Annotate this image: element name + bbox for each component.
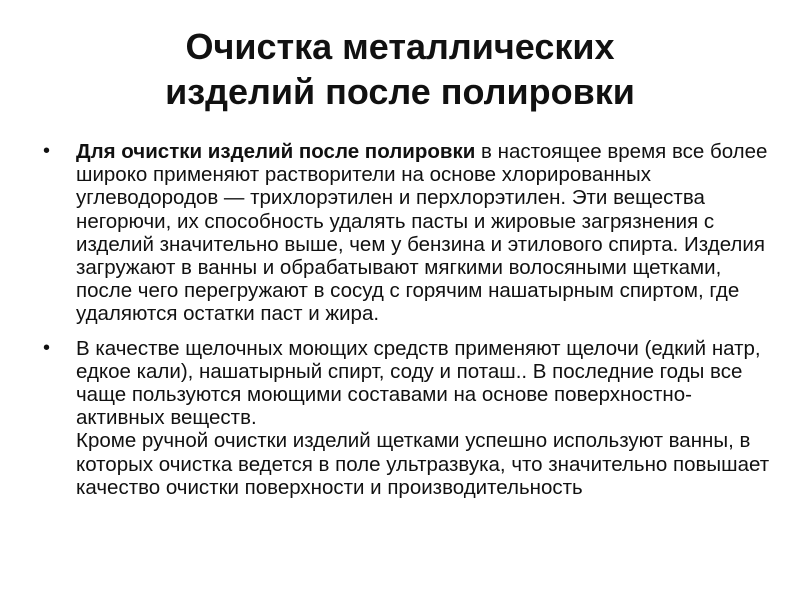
bullet-item-alkaline-agents [40, 337, 770, 499]
bullet-body-text: В качестве щелочных моющих средств применяют щелочи (едкий натр, едкое кали), нашатырный спирт, соду и поташ.. В последние годы все чаще пользуются моющими составами на основе поверхностно-активных веществ. [76, 336, 761, 430]
bullet-body-text: в настоящее время все более широко применяют растворители на основе хлорированных углеводородов — трихлорэтилен и перхлорэтилен. Эти вещества негорючи, их способность удалять пасты и жировые загрязнения с изделий значительно выше, чем у бензина и этилового спирта. Изделия загружают в ванны и обрабатывают мягкими волосяными щетками, после чего перегружают в сосуд с горячим нашатырным спиртом, где удаляются остатки паст и жира. [76, 140, 768, 326]
bullet-item-cleaning-solvents [40, 140, 770, 326]
bullet-lead-text: Для очистки изделий после полировки [76, 140, 476, 163]
slide-title [0, 24, 800, 114]
title-line-2: изделий после полировки [165, 71, 635, 112]
title-line-1: Очистка металлических [185, 26, 615, 67]
bullet-continuation-text: Кроме ручной очистки изделий щетками успешно используют ванны, в которых очистка ведется в поле ультразвука, что значительно повышает качество очистки поверхности и производительность [76, 429, 770, 499]
bullet-list [40, 140, 770, 510]
bullet-marker: • [43, 140, 51, 162]
bullet-marker: • [43, 336, 51, 359]
